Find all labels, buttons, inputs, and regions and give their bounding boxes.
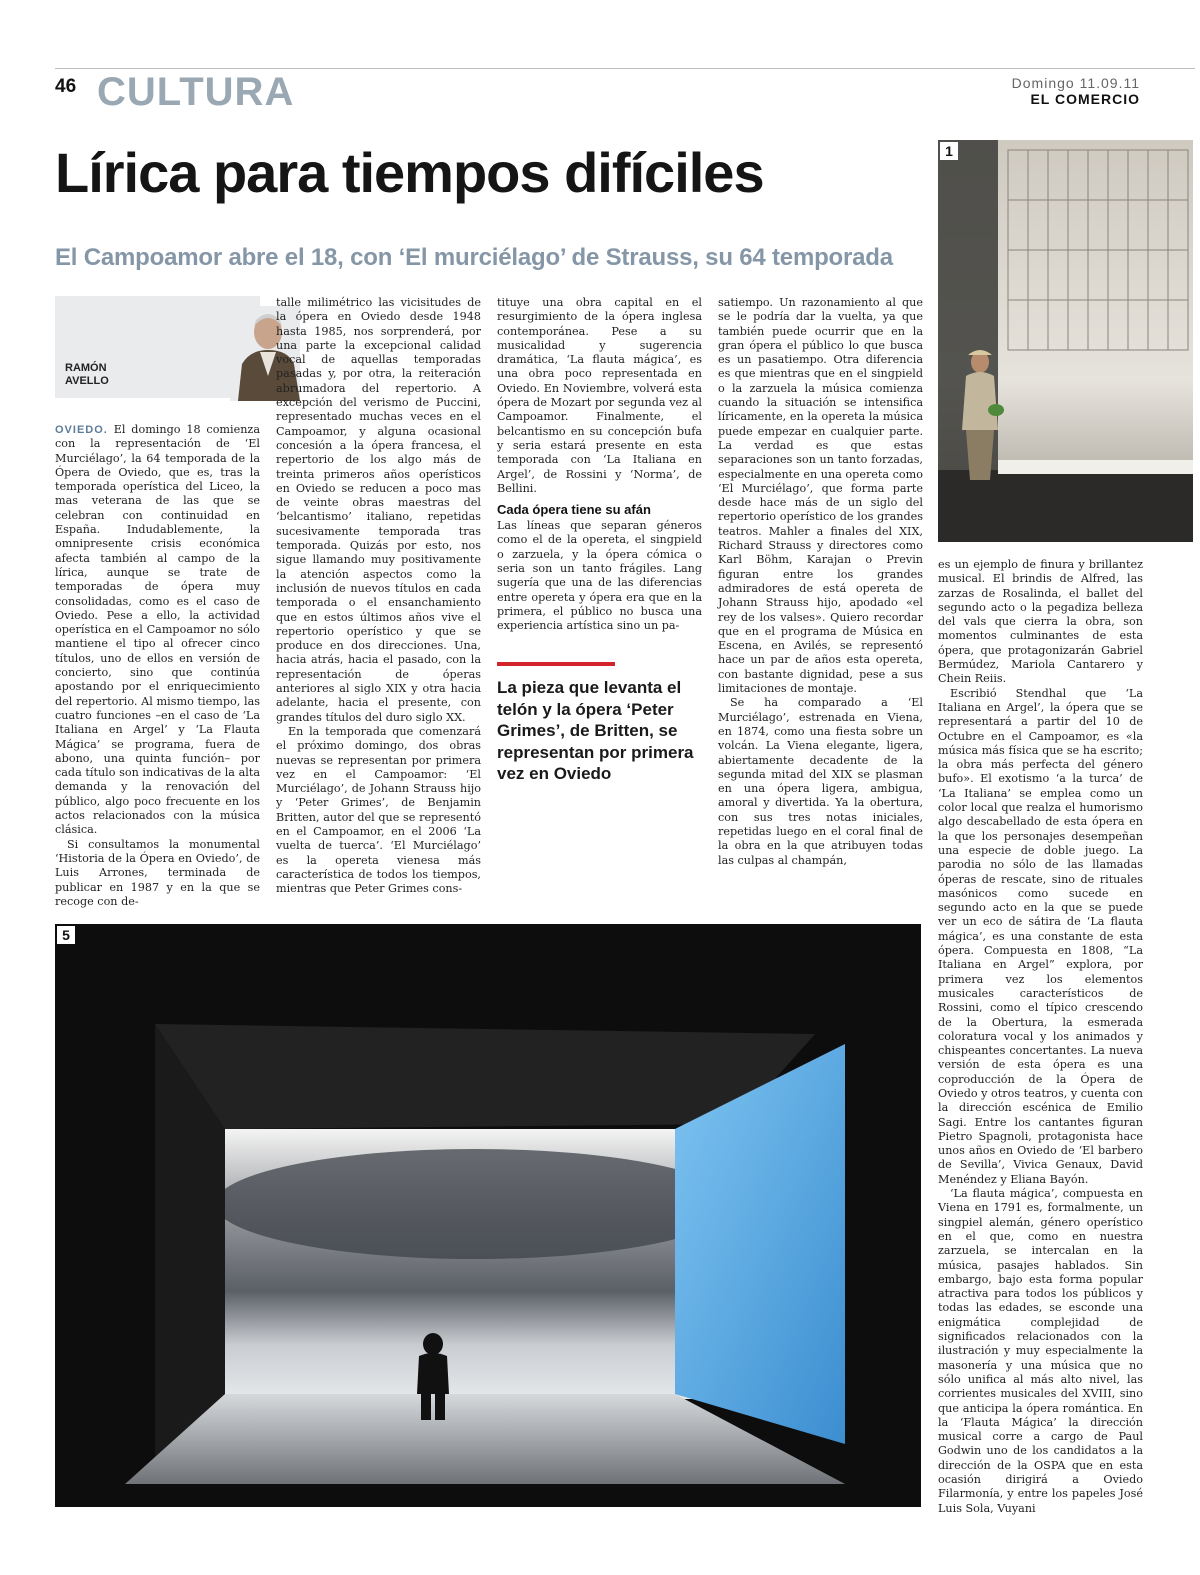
article-column-2: [276, 296, 481, 896]
article-column-5: [938, 558, 1143, 1568]
article-column-1: [55, 423, 260, 908]
masthead-info: [1012, 75, 1140, 107]
paragraph: Se ha comparado a ‘El Murciélago’, estrenada en Viena, en 1874, como una fiesta sobre un volcán. La Viena elegante, ligera, abiertamente decadente de la segunda mitad del XIX se plasman en una ópera ligera, ambigua, amoral y divertida. Ya la obertura, con sus tres notas iniciales, repetidas luego en el coral final de la obra en la que atribuyen todas las culpas al champán,: [718, 696, 923, 867]
top-rule: [55, 68, 1195, 69]
paragraph: Si consultamos la monumental ‘Historia de la Ópera en Oviedo’, de Luis Arrones, terminada de publicar en 1987 y en la que se recoge con de-: [55, 837, 260, 908]
article-column-4: [718, 296, 923, 900]
article-column-3: [497, 296, 702, 641]
pullquote: La pieza que levanta el telón y la ópera ‘Peter Grimes’, de Britten, se representan por primera vez en Oviedo: [497, 678, 694, 783]
paragraph: Escribió Stendhal que ‘La Italiana en Argel’, la ópera que se representará a partir del 10 de Octubre en el Campoamor, es «la música más física que se ha escrito; la obra más perfecta del género bufo». El exotismo ‘a la turca’ de ‘La Italiana’ se emplea como un color local que realza el humorismo algo descabellado de esta ópera en la que los personajes desempeñan una especie de doble juego. La parodia no sólo de las llamadas óperas de rescate, sino de rituales masónicos como sucede en segundo acto en la que se puede ver un eco de sátira de ‘La flauta mágica’, es una constante de esta ópera. Compuesta en 1808, “La Italiana en Argel” explora, por primera vez los elementos musicales característicos de Rossini, como el típico crescendo de la Obertura, la esmerada coloratura vocal y los animados y chispeantes concertantes. La nueva versión de esta ópera es una coproducción de la Ópera de Oviedo y otros teatros, y cuenta con la dirección escénica de Emilio Sagi. Entre los cantantes figuran Pietro Spagnoli, protagonista hace unos años en Oviedo de ‘El barbero de Sevilla’, Vivica Genaux, David Menéndez y Eliana Bayón.: [938, 686, 1143, 1186]
newspaper-name: EL COMERCIO: [1030, 91, 1140, 107]
section-title: CULTURA: [97, 70, 295, 114]
pullquote-rule: [497, 662, 615, 666]
author-name: RAMÓN AVELLO: [65, 362, 109, 387]
paragraph: es un ejemplo de finura y brillantez musical. El brindis de Alfred, las zarzas de Rosalinda, el ballet del segundo acto o la pegadiza belleza del vals que cierra la obra, son momentos culminantes de esta ópera, que protagonizarán Gabriel Bermúdez, Mariola Cantarero y Chein Reiis.: [938, 558, 1143, 686]
subheadline: El Campoamor abre el 18, con ‘El murciélago’ de Strauss, su 64 temporada: [55, 244, 893, 271]
stage-photo-5-image: [55, 924, 921, 1507]
stage-photo-5: [55, 924, 921, 1507]
paragraph: En la temporada que comenzará el próximo domingo, dos obras nuevas se representan por primera vez en el Campoamor: ‘El Murciélago’, de Johann Strauss hijo y ‘Peter Grimes’, de Benjamin Britten, autor del que se representó en el Campoamor, en el 2006 ‘La vuelta de tuerca’. ‘El Murciélago’ es la opereta vienesa más característica de todos los tiempos, mientras que Peter Grimes cons-: [276, 724, 481, 896]
stage-photo-1-image: [938, 140, 1193, 542]
page-number: 46: [55, 76, 77, 97]
headline: Lírica para tiempos difíciles: [55, 141, 764, 204]
paragraph: ‘La flauta mágica’, compuesta en Viena en 1791 es, formalmente, un singpiel alemán, género operístico en el que, como en nuestra zarzuela, se intercalan en la música, pasajes hablados. Sin embargo, bajo esta forma popular atractiva para todos los públicos y todas las edades, se esconde una enigmática complejidad de significados relacionados con la ilustración y muy especialmente la masonería y una música que no sólo unifica al más alto nivel, las corrientes musicales del XVIII, sino que anticipa la ópera romántica. En la ‘Flauta Mágica’ la dirección musical corre a cargo de Paul Godwin uno de los candidatos a la dirección de la OSPA que en esta ocasión dirigirá a Oviedo Filarmonía, y entre los papeles José Luis Sola, Vuyani: [938, 1187, 1143, 1515]
stage-photo-1: [938, 140, 1193, 542]
paragraph: Las líneas que separan géneros como el de la opereta, el singpield o zarzuela, y la ópera cómica o seria son un tanto frágiles. Lang sugería que una de las diferencias entre opereta y ópera era que en la primera, el público no busca una experiencia artística sino un pa-: [497, 519, 702, 633]
issue-date: Domingo 11.09.11: [1011, 75, 1140, 91]
photo-number-5: 5: [57, 926, 75, 944]
photo-number-1: 1: [940, 142, 958, 160]
subsection-title: Cada ópera tiene su afán: [497, 502, 651, 518]
paragraph: talle milimétrico las vicisitudes de la ópera en Oviedo desde 1948 hasta 1985, nos sorprenderá, por una parte la excepcional calidad vocal de aquellas temporadas pasadas y, por otra, la reiteración abrumadora del repertorio. A excepción del verismo de Puccini, representado muchas veces en el Campoamor, y alguna ocasional concesión a la ópera francesa, el repertorio de los algo más de treinta primeros años operísticos en Oviedo se reducen a poco mas de veinte obras maestras del ‘belcantismo’ italiano, repetidas sucesivamente temporada tras temporada. Quizás por esto, nos sigue llamando muy positivamente la atención aspectos como la inclusión de nuevos títulos en cada temporada o el ensanchamiento que en estos últimos años vive el repertorio operístico y que se produce en dos direcciones. Una, hacia atrás, hacia el pasado, con la representación de óperas anteriores al siglo XIX y otra hacia adelante, hacia el presente, con grandes títulos del duro siglo XX.: [276, 296, 481, 724]
paragraph: tituye una obra capital en el resurgimiento de la ópera inglesa contemporánea. Pese a su musicalidad y sugerencia dramática, ‘La flauta mágica’, es una obra poco representada en Oviedo. En Noviembre, volverá esta ópera de Mozart por segunda vez al Campoamor. Finalmente, el belcantismo en su concepción bufa y seria estará presente en esta temporada con ‘La Italiana en Argel’, de Rossini y ‘Norma’, de Bellini.: [497, 296, 702, 495]
paragraph-lead: OVIEDO. El domingo 18 comienza con la representación de ‘El Murciélago’, la 64 temporada de la Ópera de Oviedo, que es, tras la temporada operística del Liceo, la mas veterana de las que se celebran con continuidad en España. Indudablemente, la omnipresente crisis económica afecta también al campo de la lírica, aunque se trate de temporadas de ópera muy consolidadas, como es el caso de Oviedo. Pese a ello, la actividad operística en el Campoamor no sólo mantiene el tipo al ofrecer cinco títulos, uno de ellos en versión de concierto, sino que continúa apostando por el enriquecimiento del repertorio. Al mismo tiempo, las cuatro funciones –en el caso de ‘La Italiana en Argel’ y ‘La Flauta Mágica’ se programa, fuera de abono, una quinta función– por cada título son indicativas de la alta demanda y la renovación del público, algo poco frecuente en los actos relacionados con la música clásica.: [55, 423, 260, 837]
dateline-location: OVIEDO.: [55, 424, 108, 436]
byline-box: [55, 296, 260, 398]
paragraph: satiempo. Un razonamiento al que se le podría dar la vuelta, ya que también puede ocurrir que en la gran ópera el público lo que busca es un pasatiempo. Otra diferencia es que mientras que en el singpield o la zarzuela la música comienza cuando la situación se intensifica líricamente, en la opereta la música puede empezar en cualquier parte. La verdad es que estas separaciones son un tanto forzadas, especialmente en una opereta como ‘El Murciélago’, que forma parte desde hace más de un siglo del repertorio operístico de los grandes teatros. Mahler a finales del XIX, Richard Strauss y directores como Karl Böhm, Karajan o Previn figuran entre los grandes admiradores de está opereta de Johann Strauss hijo, apodado «el rey de los valses». Quiero recordar que en el programa de Música en Escena, en Avilés, se representó hace un par de años esta opereta, con bastante dignidad, pese a sus limitaciones de montaje.: [718, 296, 923, 696]
